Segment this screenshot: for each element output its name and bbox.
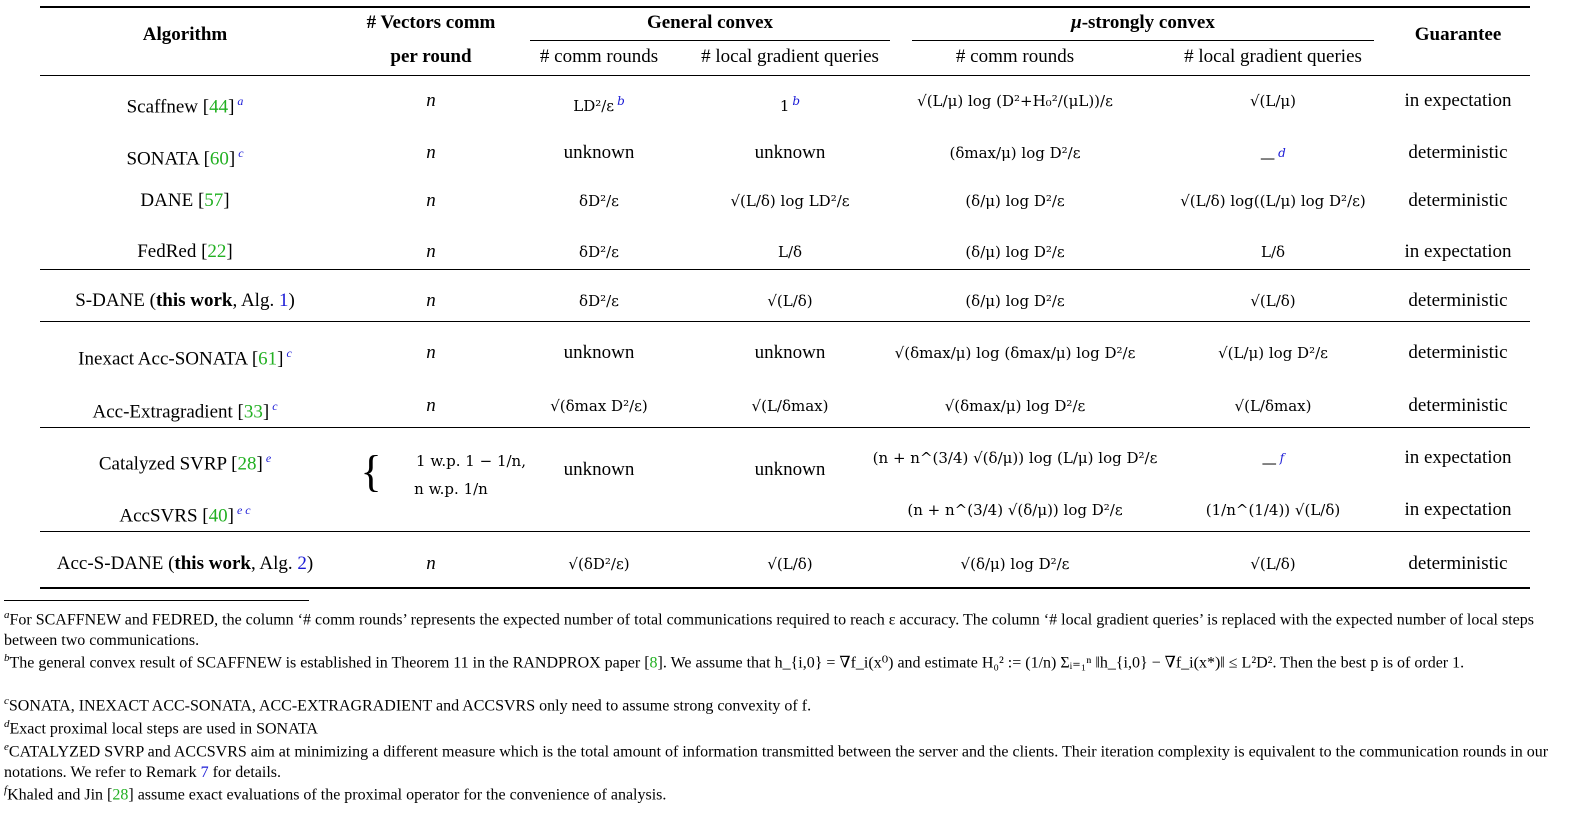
sc-local-value: √(L/δ) log((L/μ) log D²/ε)	[1180, 192, 1366, 210]
vectors-per-round	[426, 241, 436, 263]
sc-comm-value: (δ/μ) log D²/ε	[965, 192, 1065, 210]
gc-comm-value: unknown	[563, 342, 635, 363]
citation: 44	[209, 96, 229, 118]
footnote-mark: c	[238, 146, 244, 160]
gc-local-value: L/δ	[777, 243, 803, 261]
algorithm-name	[57, 553, 313, 575]
gc-comm-rounds	[579, 290, 619, 312]
gc-comm-rounds	[564, 342, 635, 364]
footnote-mark: d	[1278, 146, 1286, 160]
algorithm-label: Inexact Acc-SONATA	[78, 348, 248, 370]
citation: 61	[258, 348, 278, 370]
gc-comm-value: δD²/ε	[579, 243, 619, 261]
footnote-mark: b	[792, 94, 801, 108]
footnote-b: $^b$The general convex result of SCAFFNEW is established in Theorem 11 in the RANDPROX paper [8]. We assume that h_{i,0} = ∇f_i(x⁰) and estimate H₀² := (1/n) Σᵢ₌₁ⁿ ‖h_{i,0} − ∇f_i(x*)‖ ≤ L²D². Then the best p is of order 1.	[4, 652, 1465, 672]
vectors-value: n	[426, 290, 436, 311]
header-rule	[40, 75, 1530, 76]
algorithm-label: FedRed	[137, 241, 197, 262]
sc-local-value: —	[1261, 454, 1277, 472]
gc-comm-value: √(δmax D²/ε)	[550, 397, 648, 415]
sc-local-value: √(L/δmax)	[1234, 397, 1312, 415]
vectors-case-2-text: n w.p. 1/n	[414, 480, 488, 498]
vectors-case-1	[416, 450, 526, 472]
gc-local-queries	[730, 190, 849, 212]
sc-comm-rounds	[917, 90, 1113, 112]
vectors-case-2	[414, 478, 488, 500]
sc-comm-rounds	[965, 290, 1064, 312]
gc-comm-value: √(δD²/ε)	[568, 555, 630, 573]
sc-comm-rounds	[950, 142, 1081, 164]
guarantee	[1408, 342, 1507, 364]
vectors-per-round	[426, 395, 436, 417]
footnote-e: $^e$CATALYZED SVRP and ACCSVRS aim at minimizing a different measure which is the total amount of information transmitted between the server and the clients. Their iteration complexity is equivalent to the communication rounds in our notations. We refer to Remark 7 for details.	[4, 741, 1549, 782]
gc-local-value: √(L/δmax)	[751, 397, 829, 415]
gc-local-value: unknown	[754, 342, 826, 363]
footnote-mark: c	[286, 346, 292, 360]
sc-local-queries	[1260, 142, 1286, 169]
sc-comm-value: (δ/μ) log D²/ε	[965, 292, 1065, 310]
guarantee-value: in expectation	[1404, 241, 1512, 262]
gc-local-value: √(L/δ) log LD²/ε	[730, 192, 850, 210]
algorithm-name: SONATA [60] $^c$	[126, 146, 244, 170]
sc-local-value: √(L/μ)	[1249, 92, 1297, 110]
sc-comm-value: (n + n^(3/4) √(δ/μ)) log D²/ε	[907, 501, 1123, 519]
vectors-value: n	[426, 342, 436, 363]
alg-ref: 1	[278, 290, 289, 311]
footnote-a: $^a$For SCAFFNEW and FEDRED, the column ‘# comm rounds’ represents the expected number of total communications required to reach ε accuracy. The column ‘# local gradient queries’ is replaced with the expected number of local steps between two communications.	[4, 609, 1534, 650]
algorithm-label: S-DANE (	[75, 290, 156, 311]
guarantee-value: in expectation	[1404, 447, 1512, 468]
section-rule-1	[40, 269, 1530, 270]
guarantee	[1408, 553, 1507, 575]
alg-prefix: , Alg.	[250, 553, 298, 574]
guarantee	[1404, 499, 1511, 521]
vectors-per-round	[426, 90, 436, 112]
sc-local-queries	[1180, 190, 1366, 212]
sc-local-queries	[1235, 395, 1312, 417]
footnote-mark: e	[265, 451, 272, 465]
top-rule	[40, 6, 1530, 8]
algorithm-label: AccSVRS	[119, 505, 198, 527]
header-vectors-line1: # Vectors comm	[366, 12, 496, 33]
header-gc-comm-rounds: # comm rounds	[539, 46, 659, 67]
bottom-rule	[40, 587, 1530, 589]
gc-local-queries	[752, 395, 829, 417]
sc-comm-value: √(L/μ) log (D²+H₀²/(μL))/ε	[917, 92, 1113, 110]
sc-local-value: L/δ	[1260, 243, 1286, 261]
gc-local-queries	[755, 342, 826, 364]
gc-comm-value: unknown	[563, 142, 635, 163]
citation: 57	[204, 190, 224, 211]
sc-local-queries	[1218, 342, 1328, 364]
sc-comm-rounds	[873, 447, 1158, 469]
guarantee	[1408, 142, 1507, 164]
vectors-value: n	[426, 241, 436, 262]
guarantee-value: deterministic	[1408, 290, 1508, 311]
sc-comm-value: √(δmax/μ) log (δmax/μ) log D²/ε	[894, 344, 1136, 362]
sc-comm-value: (δmax/μ) log D²/ε	[949, 144, 1081, 162]
guarantee	[1408, 395, 1507, 417]
sc-local-value: (1/n^(1/4)) √(L/δ)	[1205, 501, 1341, 519]
footnote-mark: c	[272, 399, 278, 413]
gc-local-queries	[778, 241, 802, 263]
algorithm-label: DANE	[140, 190, 194, 211]
footnote-mark: b	[617, 94, 625, 108]
vectors-per-round	[426, 142, 436, 164]
vectors-value: n	[426, 90, 436, 111]
citation: 60	[209, 148, 229, 170]
cases-brace: {	[360, 447, 382, 496]
gc-local-value: unknown	[754, 142, 826, 163]
algorithm-name: Scaffnew [44] $^a$	[126, 94, 244, 118]
sc-local-value: —	[1260, 149, 1276, 167]
guarantee-value: in expectation	[1404, 90, 1512, 111]
footnote-rule	[4, 600, 309, 601]
gc-local-value: √(L/δ)	[767, 292, 813, 310]
sc-comm-value: (δ/μ) log D²/ε	[965, 243, 1065, 261]
gc-comm-rounds	[579, 190, 619, 212]
footnote-f: $^f$Khaled and Jin [28] assume exact evaluations of the proximal operator for the convenience of analysis.	[4, 784, 667, 804]
citation: 33	[243, 401, 263, 423]
guarantee	[1404, 447, 1511, 469]
header-strongly-convex: μ-strongly convex	[1071, 12, 1215, 33]
header-sc-local-grad: # local gradient queries	[1184, 46, 1362, 67]
gc-comm-rounds	[568, 553, 629, 575]
vectors-case-1-text: 1 w.p. 1 − 1/n,	[416, 452, 526, 470]
vectors-value: n	[426, 190, 436, 211]
sc-comm-rounds	[965, 190, 1064, 212]
citation: 22	[207, 241, 227, 262]
gc-comm-rounds	[579, 241, 619, 263]
guarantee	[1404, 241, 1511, 263]
gc-local-queries	[780, 90, 800, 117]
vectors-per-round	[426, 553, 436, 575]
sc-local-queries	[1250, 553, 1295, 575]
algorithm-name	[75, 290, 295, 312]
guarantee	[1404, 90, 1511, 112]
algorithm-label: Acc-S-DANE (	[56, 553, 175, 574]
vectors-value: n	[426, 142, 436, 163]
algorithm-name: DANE [57]	[140, 190, 230, 211]
alg-ref: 2	[297, 553, 307, 574]
sc-local-queries	[1262, 447, 1284, 474]
algorithm-label: Scaffnew	[126, 96, 198, 118]
algorithm-name: Catalyzed SVRP [28] $^e$	[98, 451, 272, 475]
sc-comm-value: √(δ/μ) log D²/ε	[960, 555, 1070, 573]
this-work-label: this work	[155, 290, 233, 311]
gc-comm-value: δD²/ε	[579, 192, 619, 210]
guarantee	[1408, 190, 1507, 212]
algorithm-name: Inexact Acc-SONATA [61] $^c$	[78, 346, 292, 370]
vectors-per-round	[426, 342, 436, 364]
sc-comm-rounds	[945, 395, 1086, 417]
gc-local-merged-text: unknown	[754, 459, 826, 480]
sc-local-value: √(L/δ)	[1250, 555, 1296, 573]
vectors-per-round	[426, 190, 436, 212]
footnote-d: $^d$Exact proximal local steps are used in SONATA	[4, 718, 318, 738]
sc-local-queries	[1261, 241, 1285, 263]
gc-comm-rounds	[550, 395, 648, 417]
sc-comm-rounds	[907, 499, 1122, 521]
sc-local-queries	[1250, 290, 1295, 312]
section-rule-3	[40, 427, 1530, 428]
algorithm-name: Acc-Extragradient [33] $^c$	[92, 399, 278, 423]
sc-comm-rounds	[961, 553, 1070, 575]
sc-comm-value: (n + n^(3/4) √(δ/μ)) log (L/μ) log D²/ε	[872, 449, 1158, 467]
sc-comm-rounds	[895, 342, 1136, 364]
vectors-per-round	[426, 290, 436, 312]
header-guarantee: Guarantee	[1414, 24, 1502, 45]
algorithm-name: AccSVRS [40] $^{e c}$	[119, 503, 251, 527]
algorithm-name: FedRed [22]	[137, 241, 233, 262]
header-general-convex: General convex	[646, 12, 774, 33]
guarantee-value: deterministic	[1408, 342, 1508, 363]
gc-local-queries	[767, 553, 812, 575]
gc-local-merged	[755, 459, 826, 481]
sc-local-value: √(L/μ) log D²/ε	[1218, 344, 1328, 362]
alg-close: )	[288, 290, 295, 311]
header-vectors-line2: per round	[390, 46, 472, 67]
this-work-label: this work	[174, 553, 251, 574]
section-rule-4	[40, 531, 1530, 532]
gc-comm-rounds	[573, 90, 625, 117]
section-rule-2	[40, 321, 1530, 322]
guarantee-value: deterministic	[1408, 142, 1508, 163]
gc-local-value: 1	[779, 97, 790, 115]
guarantee-value: deterministic	[1408, 190, 1508, 211]
guarantee	[1408, 290, 1507, 312]
general-convex-rule	[530, 40, 890, 41]
sc-local-queries	[1250, 90, 1296, 112]
sc-local-queries	[1206, 499, 1340, 521]
guarantee-value: deterministic	[1408, 395, 1508, 416]
gc-comm-merged-text: unknown	[563, 459, 635, 480]
alg-prefix: , Alg.	[232, 290, 279, 311]
gc-comm-value: LD²/ε	[573, 97, 615, 115]
alg-close: )	[306, 553, 314, 574]
gc-local-queries	[767, 290, 812, 312]
gc-comm-merged	[564, 459, 635, 481]
gc-comm-value: δD²/ε	[579, 292, 619, 310]
sc-comm-value: √(δmax/μ) log D²/ε	[944, 397, 1086, 415]
guarantee-value: in expectation	[1404, 499, 1512, 520]
vectors-value: n	[426, 553, 436, 574]
footnote-mark: a	[237, 94, 244, 108]
footnote-c: $^c$SONATA, INEXACT ACC-SONATA, ACC-EXTRAGRADIENT and ACCSVRS only need to assume strong convexity of f.	[4, 695, 812, 715]
gc-comm-rounds	[564, 142, 635, 164]
citation: 40	[208, 505, 228, 527]
vectors-value: n	[426, 395, 436, 416]
guarantee-value: deterministic	[1408, 553, 1508, 574]
footnote-mark: f	[1279, 451, 1285, 465]
gc-local-value: √(L/δ)	[767, 555, 813, 573]
sc-local-value: √(L/δ)	[1250, 292, 1296, 310]
footnote-mark: e c	[236, 503, 251, 517]
algorithm-label: SONATA	[126, 148, 199, 170]
algorithm-label: Catalyzed SVRP	[98, 453, 227, 475]
header-gc-local-grad: # local gradient queries	[701, 46, 879, 67]
citation: 28	[237, 453, 257, 475]
strongly-convex-rule	[912, 40, 1374, 41]
sc-comm-rounds	[965, 241, 1064, 263]
header-sc-comm-rounds: # comm rounds	[955, 46, 1075, 67]
algorithm-label: Acc-Extragradient	[92, 401, 233, 423]
header-algorithm: Algorithm	[142, 24, 228, 45]
gc-local-queries	[755, 142, 826, 164]
